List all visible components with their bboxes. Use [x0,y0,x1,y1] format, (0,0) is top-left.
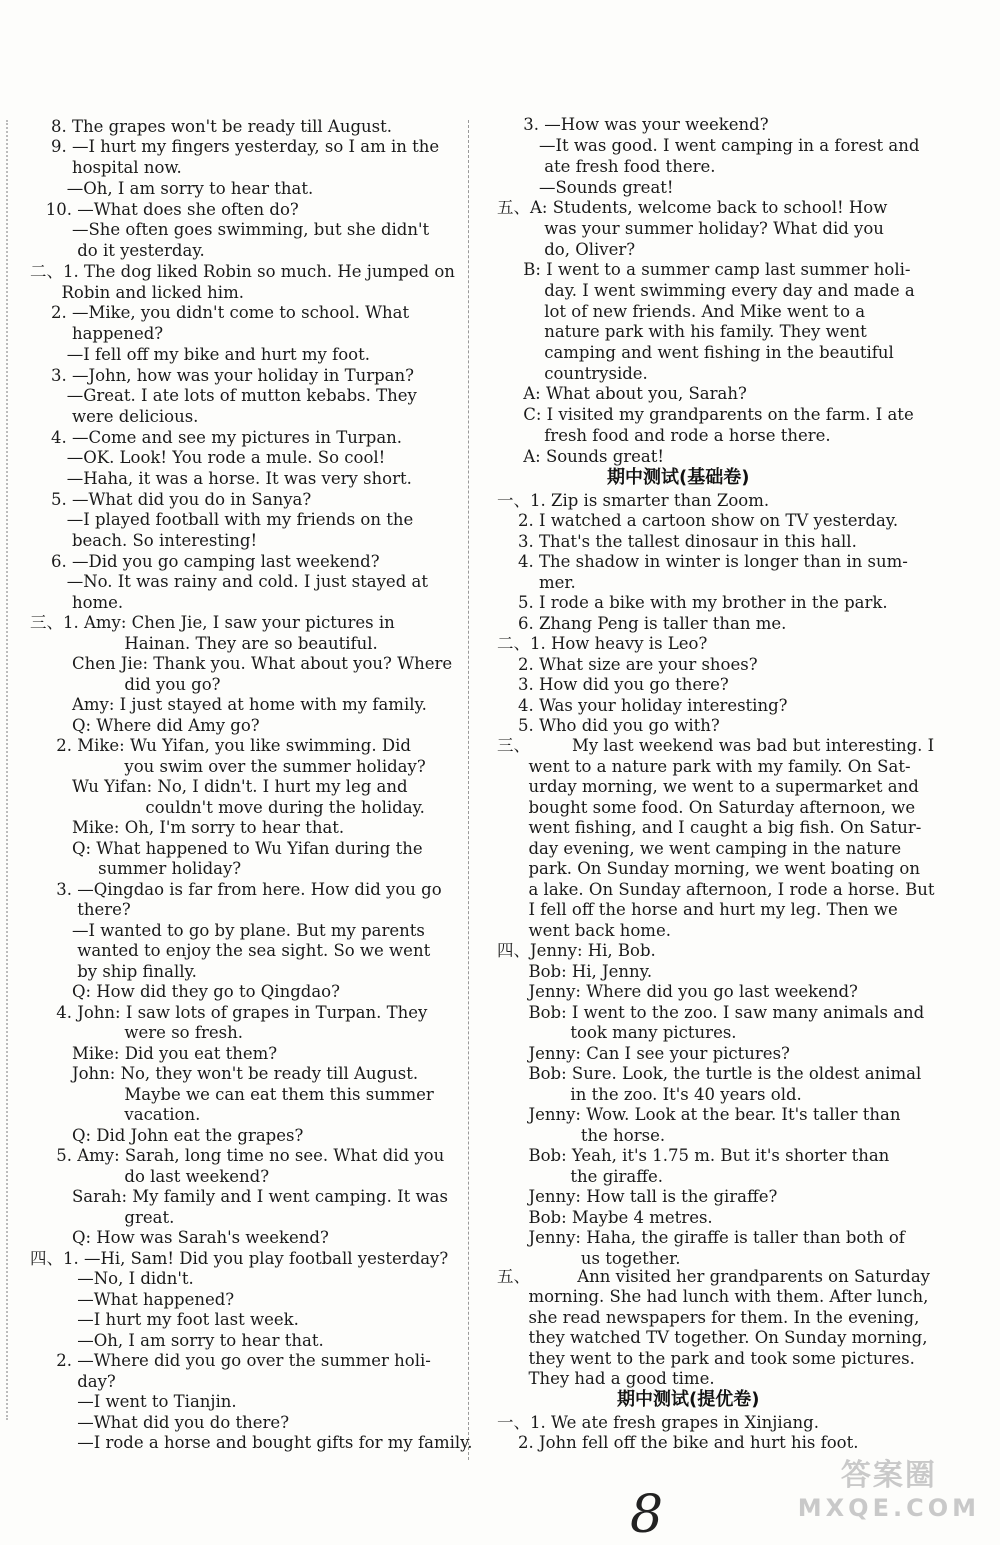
right-text-line: urday morning, we went to a supermarket and [497,777,919,796]
right-text-line: she read newspapers for them. In the evening, [497,1308,920,1327]
left-text-line: 4. John: I saw lots of grapes in Turpan. They [30,1003,428,1022]
right-text-line: 6. Zhang Peng is taller than me. [497,614,787,633]
left-text-line: —She often goes swimming, but she didn't [30,220,430,239]
left-text-line: —Great. I ate lots of mutton kebabs. They [30,386,417,405]
left-text-line: day? [30,1372,116,1391]
binding-margin [6,120,8,1420]
left-text-line: —Oh, I am sorry to hear that. [30,179,314,198]
left-text-line: 5. —What did you do in Sanya? [30,490,312,509]
right-text-line: park. On Sunday morning, we went boating on [497,859,920,878]
right-text-line: 四、Jenny: Hi, Bob. [497,941,656,960]
right-text-line: Jenny: How tall is the giraffe? [497,1187,778,1206]
right-text-line: Bob: Yeah, it's 1.75 m. But it's shorter than [497,1146,890,1165]
right-text-line: Jenny: Where did you go last weekend? [497,982,858,1001]
right-text-line: countryside. [497,364,648,383]
right-text-line: do, Oliver? [497,240,636,259]
left-text-line: Maybe we can eat them this summer [30,1085,434,1104]
left-text-line: Q: Did John eat the grapes? [30,1126,304,1145]
left-text-line: Mike: Oh, I'm sorry to hear that. [30,818,345,837]
left-text-line: Mike: Did you eat them? [30,1044,278,1063]
right-text-line: 一、1. We ate fresh grapes in Xinjiang. [497,1413,819,1432]
right-text-line: the giraffe. [497,1167,663,1186]
left-text-line: 5. Amy: Sarah, long time no see. What did you [30,1146,445,1165]
right-text-line: Jenny: Wow. Look at the bear. It's taller than [497,1105,901,1124]
left-text-line: 3. —Qingdao is far from here. How did you go [30,880,442,899]
left-text-line: —What did you do there? [30,1413,290,1432]
right-text-line: 一、1. Zip is smarter than Zoom. [497,491,770,510]
left-text-line: hospital now. [30,158,182,177]
left-text-line: Sarah: My family and I went camping. It was [30,1187,448,1206]
right-text-line: They had a good time. [497,1369,715,1388]
right-text-line: day. I went swimming every day and made a [497,281,915,300]
left-text-line: home. [30,593,124,612]
left-text-line: Q: What happened to Wu Yifan during the [30,839,423,858]
right-text-line: C: I visited my grandparents on the farm. I ate [497,405,914,424]
left-text-line: Q: Where did Amy go? [30,716,260,735]
column-divider [468,120,469,1460]
right-text-line: I fell off the horse and hurt my leg. Then we [497,900,898,919]
right-text-line: 3. —How was your weekend? [497,115,769,134]
left-text-line: —I hurt my foot last week. [30,1310,299,1329]
left-text-line: wanted to enjoy the sea sight. So we went [30,941,431,960]
left-text-line: John: No, they won't be ready till August. [30,1064,419,1083]
page-number: 8 [630,1485,664,1545]
right-text-line: went fishing, and I caught a big fish. On Satur- [497,818,922,837]
right-text-line: Jenny: Haha, the giraffe is taller than both of [497,1228,905,1247]
left-text-line: Amy: I just stayed at home with my family. [30,695,427,714]
right-text-line: 4. Was your holiday interesting? [497,696,788,715]
left-text-line: 3. —John, how was your holiday in Turpan? [30,366,414,385]
right-text-line: they went to the park and took some pictures. [497,1349,915,1368]
right-text-line: Bob: Sure. Look, the turtle is the oldest animal [497,1064,922,1083]
left-text-line: 4. —Come and see my pictures in Turpan. [30,428,403,447]
left-text-line: 2. —Mike, you didn't come to school. What [30,303,410,322]
left-text-line: 2. —Where did you go over the summer holi- [30,1351,431,1370]
right-text-line: went to a nature park with my family. On Sat- [497,757,911,776]
heading-midterm-basic: 期中测试(基础卷) [607,467,750,488]
left-text-line: Q: How was Sarah's weekend? [30,1228,329,1247]
left-text-line: 三、1. Amy: Chen Jie, I saw your pictures in [30,613,395,632]
right-text-line: 3. How did you go there? [497,675,729,694]
right-text-line: nature park with his family. They went [497,322,867,341]
left-text-line: you swim over the summer holiday? [30,757,426,776]
left-text-line: 8. The grapes won't be ready till August. [30,117,393,136]
right-text-line: bought some food. On Saturday afternoon, we [497,798,916,817]
right-text-line: in the zoo. It's 40 years old. [497,1085,802,1104]
left-text-line: 10. —What does she often do? [30,200,299,219]
right-text-line: day evening, we went camping in the nature [497,839,902,858]
left-text-line: summer holiday? [30,859,242,878]
left-text-line: do last weekend? [30,1167,270,1186]
right-text-line: B: I went to a summer camp last summer holi- [497,260,911,279]
left-text-line: vacation. [30,1105,201,1124]
left-text-line: great. [30,1208,175,1227]
right-text-line: —Sounds great! [497,178,674,197]
right-text-line: 二、1. How heavy is Leo? [497,634,708,653]
right-text-line: 2. John fell off the bike and hurt his foot. [497,1433,859,1452]
right-text-line: 五、A: Students, welcome back to school! How [497,198,888,217]
left-text-line: were delicious. [30,407,199,426]
right-text-line: Jenny: Can I see your pictures? [497,1044,790,1063]
right-text-line: 5. I rode a bike with my brother in the park. [497,593,888,612]
left-text-line: 6. —Did you go camping last weekend? [30,552,380,571]
left-text-line: there? [30,900,131,919]
right-text-line: 5. Who did you go with? [497,716,720,735]
left-text-line: —OK. Look! You rode a mule. So cool! [30,448,386,467]
left-text-line: Chen Jie: Thank you. What about you? Where [30,654,453,673]
right-text-line: camping and went fishing in the beautiful [497,343,894,362]
left-text-line: —Haha, it was a horse. It was very short. [30,469,412,488]
right-text-line: a lake. On Sunday afternoon, I rode a horse. But [497,880,935,899]
right-text-line: Bob: Hi, Jenny. [497,962,653,981]
right-text-line: A: Sounds great! [497,447,665,466]
right-text-line: 2. What size are your shoes? [497,655,758,674]
left-text-line: —I rode a horse and bought gifts for my family. [30,1433,473,1452]
left-text-line: —No, I didn't. [30,1269,194,1288]
left-text-line: couldn't move during the holiday. [30,798,425,817]
right-text-line: Bob: I went to the zoo. I saw many animals and [497,1003,925,1022]
right-text-line: the horse. [497,1126,666,1145]
left-text-line: —Oh, I am sorry to hear that. [30,1331,324,1350]
watermark-top: 答案圈 [840,1458,937,1493]
left-text-line: Hainan. They are so beautiful. [30,634,378,653]
left-text-line: Robin and licked him. [30,283,244,302]
left-text-line: were so fresh. [30,1023,243,1042]
right-text-line: morning. She had lunch with them. After lunch, [497,1287,929,1306]
left-text-line: 二、1. The dog liked Robin so much. He jumped on [30,262,455,281]
watermark-bottom: MXQE.COM [797,1494,980,1522]
left-text-line: by ship finally. [30,962,197,981]
right-text-line: us together. [497,1249,681,1268]
right-text-line: was your summer holiday? What did you [497,219,884,238]
left-text-line: —What happened? [30,1290,235,1309]
right-text-line: A: What about you, Sarah? [497,384,747,403]
heading-midterm-advanced: 期中测试(提优卷) [617,1389,760,1410]
right-text-line: 五、 Ann visited her grandparents on Saturday [497,1267,930,1286]
left-text-line: —I played football with my friends on the [30,510,414,529]
right-text-line: mer. [497,573,576,592]
right-text-line: 3. That's the tallest dinosaur in this hall. [497,532,857,551]
left-text-line: Q: How did they go to Qingdao? [30,982,340,1001]
right-text-line: went back home. [497,921,671,940]
left-text-line: happened? [30,324,164,343]
left-text-line: beach. So interesting! [30,531,258,550]
right-text-line: took many pictures. [497,1023,737,1042]
left-text-line: —I fell off my bike and hurt my foot. [30,345,370,364]
left-text-line: do it yesterday. [30,241,205,260]
right-text-line: 三、 My last weekend was bad but interesting. I [497,736,935,755]
left-text-line: —I went to Tianjin. [30,1392,237,1411]
left-text-line: 9. —I hurt my fingers yesterday, so I am in the [30,137,440,156]
right-text-line: lot of new friends. And Mike went to a [497,302,866,321]
left-text-line: Wu Yifan: No, I didn't. I hurt my leg and [30,777,408,796]
right-text-line: 2. I watched a cartoon show on TV yesterday. [497,511,899,530]
left-text-line: —No. It was rainy and cold. I just stayed at [30,572,428,591]
right-text-line: they watched TV together. On Sunday morning, [497,1328,928,1347]
watermark-logo [798,1450,980,1522]
left-text-line: 2. Mike: Wu Yifan, you like swimming. Did [30,736,411,755]
right-text-line: fresh food and rode a horse there. [497,426,831,445]
right-text-line: Bob: Maybe 4 metres. [497,1208,713,1227]
left-text-line: —I wanted to go by plane. But my parents [30,921,425,940]
right-text-line: ate fresh food there. [497,157,716,176]
left-text-line: 四、1. —Hi, Sam! Did you play football yesterday? [30,1249,449,1268]
left-text-line: did you go? [30,675,221,694]
right-text-line: 4. The shadow in winter is longer than in sum- [497,552,908,571]
right-text-line: —It was good. I went camping in a forest and [497,136,920,155]
